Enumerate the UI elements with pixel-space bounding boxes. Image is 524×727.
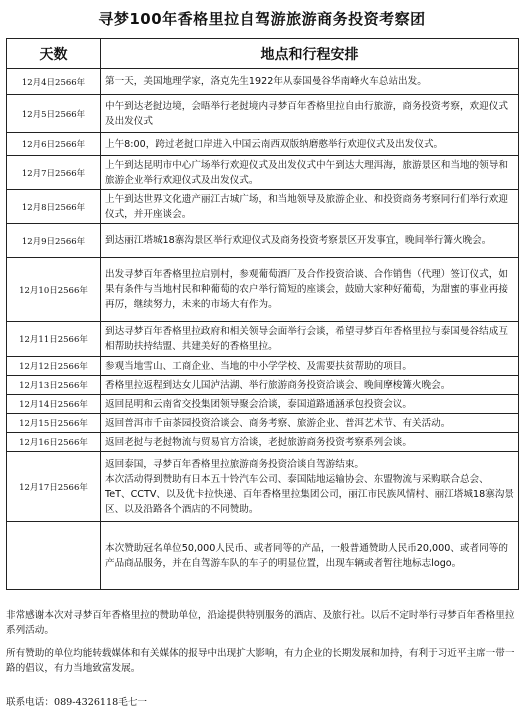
footer-media: 所有赞助的单位均能转载媒体和有关媒体的报导中出现扩大影响，有力企业的长期发展和加持，有利于习近平主席一带一路的倡议，有力当地致富发展。 <box>6 648 515 674</box>
row-date: 12月13日2566年 <box>7 376 101 395</box>
table-row <box>7 190 519 224</box>
row-date: 12月15日2566年 <box>7 414 101 433</box>
table-row <box>7 433 519 452</box>
table-header-row <box>7 39 519 69</box>
table-row <box>7 258 519 322</box>
row-text: 上午到达昆明市中心广场举行欢迎仪式及出发仪式中午到达大理洱海，旅游景区和当地的领导和旅游企业举行欢迎仪式及出发仪式。 <box>101 156 519 190</box>
row-date: 12月12日2566年 <box>7 357 101 376</box>
row-date: 12月8日2566年 <box>7 190 101 224</box>
table-row <box>7 156 519 190</box>
row-text: 返回老挝与老挝物流与贸易官方洽谈，老挝旅游商务投资考察系列会谈。 <box>101 433 519 452</box>
footer-thanks: 非常感谢本次对寻梦百年香格里拉的赞助单位，沿途提供特别服务的酒店、及旅行社。以后不定时举行寻梦百年香格里拉系列活动。 <box>6 610 515 636</box>
table-row <box>7 95 519 133</box>
header-day: 天数 <box>7 39 101 69</box>
row-text: 到达寻梦百年香格里拉政府和相关领导会面举行会谈，希望寻梦百年香格里拉与泰国曼谷结成互相帮助扶持结盟、共建美好的香格里拉。 <box>101 322 519 357</box>
row-date: 12月6日2566年 <box>7 133 101 156</box>
row-date: 12月7日2566年 <box>7 156 101 190</box>
row-date: 12月14日2566年 <box>7 395 101 414</box>
row-text: 返回普洱市千亩茶园投资洽谈会、商务考察、旅游企业、普洱艺术节、有关活动。 <box>101 414 519 433</box>
row-date: 12月16日2566年 <box>7 433 101 452</box>
table-row <box>7 322 519 357</box>
table-row <box>7 452 519 522</box>
row-date: 12月17日2566年 <box>7 452 101 522</box>
row-text: 参观当地雪山、工商企业、当地的中小学学校、及需要扶贫帮助的项目。 <box>101 357 519 376</box>
row-text: 本次赞助冠名单位50,000人民币、或者同等的产品，一般普通赞助人民币20,000、或者同等的产品商品服务，并在自驾游车队的车子的明显位置，出现车辆或者暂往地标志logo。 <box>101 522 519 590</box>
contact-label: 联系电话： <box>6 697 54 708</box>
row-date: 12月5日2566年 <box>7 95 101 133</box>
row-text: 上午到达世界文化遗产丽江古城广场，和当地领导及旅游企业、和投资商务考察同行们举行欢迎仪式，并开座谈会。 <box>101 190 519 224</box>
row-date: 12月4日2566年 <box>7 69 101 95</box>
contact-line <box>6 694 147 708</box>
header-plan: 地点和行程安排 <box>101 39 519 69</box>
row-text: 返回昆明和云南省交投集团领导聚会洽谈，泰国道路通涵承包投资会议。 <box>101 395 519 414</box>
row-date: 12月11日2566年 <box>7 322 101 357</box>
row-text: 上午8:00，跨过老挝口岸进入中国云南西双版纳磨憨举行欢迎仪式及出发仪式。 <box>101 133 519 156</box>
row-text-line: 返回泰国，寻梦百年香格里拉旅游商务投资洽谈自驾游结束。 <box>105 458 365 470</box>
row-text: 到达丽江塔城18寨沟景区举行欢迎仪式及商务投资考察景区开发事宜，晚间举行篝火晚会。 <box>101 224 519 258</box>
table-row <box>7 376 519 395</box>
row-text <box>101 452 519 522</box>
row-text: 第一天，美国地理学家，洛克先生1922年从泰国曼谷华南峰火车总站出发。 <box>101 69 519 95</box>
row-text-sponsors: 本次活动得到赞助有日本五十铃汽车公司、泰国陆地运输协会、东盟物流与采购联合总会、TeT、CCTV、以及优卡拉快递、百年香格里拉集团公司，丽江市民族风情村、丽江塔城18寨沟景区、以及沿路各个酒店的不同赞助。 <box>105 473 514 515</box>
table-row <box>7 357 519 376</box>
row-text: 出发寻梦百年香格里拉启别村，参观葡萄酒厂及合作投资洽谈、合作销售（代理）签订仪式，如果有条件与当地村民和种葡萄的农户举行简短的座谈会，鼓励大家种好葡萄，为甜蜜的事业再接再厉，继续努力，未来的市场大有作为。 <box>101 258 519 322</box>
row-text: 中午到达老挝边境，会晤举行老挝境内寻梦百年香格里拉自由行旅游，商务投资考察，欢迎仪式及出发仪式 <box>101 95 519 133</box>
table-row <box>7 69 519 95</box>
table-row <box>7 522 519 590</box>
table-row <box>7 395 519 414</box>
row-date: 12月10日2566年 <box>7 258 101 322</box>
table-row <box>7 133 519 156</box>
table-row <box>7 414 519 433</box>
itinerary-table <box>6 38 519 590</box>
row-date: 12月9日2566年 <box>7 224 101 258</box>
row-text: 香格里拉返程到达女儿国泸沽湖、举行旅游商务投资洽谈会、晚间摩梭篝火晚会。 <box>101 376 519 395</box>
contact-phone: 089-4326118毛七一 <box>53 697 148 708</box>
page-title: 寻梦100年香格里拉自驾游旅游商务投资考察团 <box>98 10 426 28</box>
row-date <box>7 522 101 590</box>
table-row <box>7 224 519 258</box>
